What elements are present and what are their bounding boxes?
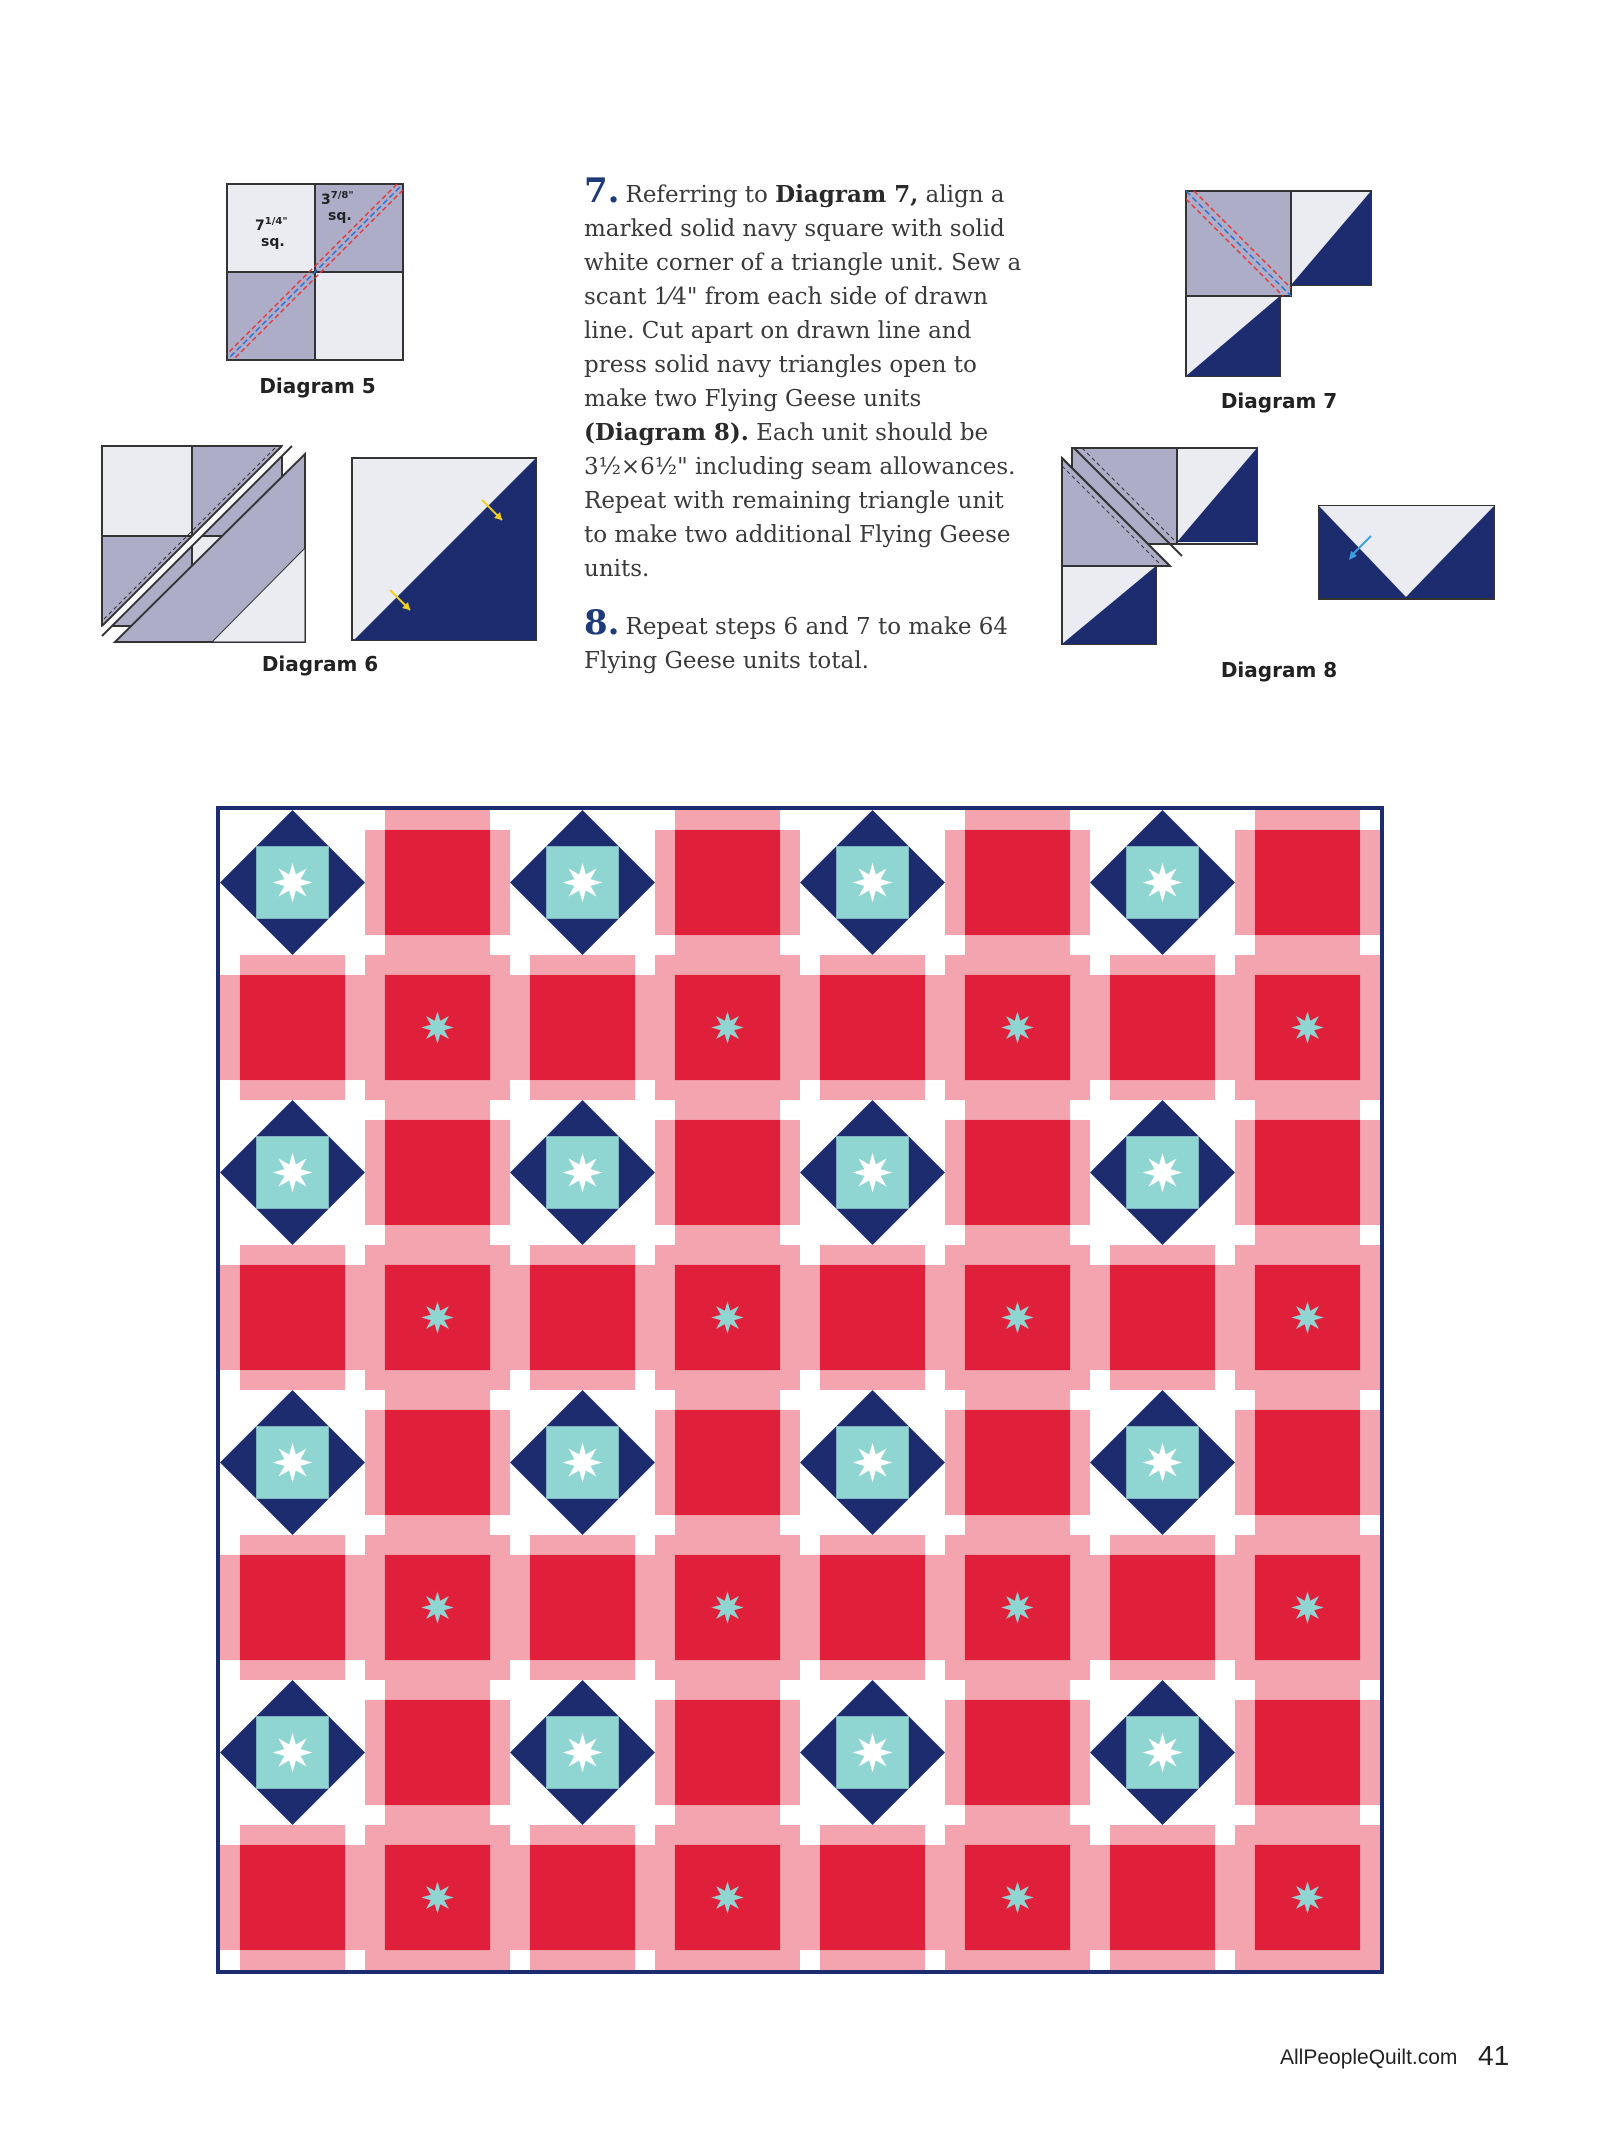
small-aqua-star	[1291, 1301, 1324, 1334]
gingham-block	[655, 1390, 800, 1535]
gingham-block	[510, 1825, 655, 1970]
diagram-7	[1184, 189, 1374, 379]
gingham-block	[220, 1245, 365, 1390]
gingham-block	[365, 810, 510, 955]
gingham-block	[1090, 1535, 1235, 1680]
quilt-photo	[216, 806, 1384, 1974]
label-sq-b: sq.	[328, 208, 352, 224]
gingham-block	[945, 810, 1090, 955]
small-aqua-star	[421, 1591, 454, 1624]
small-white-star	[563, 1153, 603, 1193]
label-7-1-4: $7^{1/4"}$	[255, 216, 288, 234]
diagram-6-left	[100, 444, 310, 646]
gingham-block	[800, 1245, 945, 1390]
gingham-block	[1090, 955, 1235, 1100]
small-aqua-star	[1291, 1591, 1324, 1624]
gingham-block	[365, 1390, 510, 1535]
diagram-8-right	[1317, 504, 1497, 602]
small-aqua-star	[421, 1011, 454, 1044]
gingham-block	[945, 1100, 1090, 1245]
gingham-block	[365, 1680, 510, 1825]
gingham-block	[220, 1825, 365, 1970]
gingham-block	[655, 810, 800, 955]
label-sq-a: sq.	[261, 234, 285, 250]
small-aqua-star	[711, 1591, 744, 1624]
gingham-block	[510, 1245, 655, 1390]
small-white-star	[853, 1443, 893, 1483]
diagram-6-right	[350, 456, 540, 644]
gingham-block	[510, 955, 655, 1100]
small-white-star	[273, 1443, 313, 1483]
footer-url: AllPeopleQuilt.com	[1280, 2046, 1458, 2069]
small-aqua-star	[1001, 1591, 1034, 1624]
gingham-block	[220, 955, 365, 1100]
gingham-block	[800, 1535, 945, 1680]
small-white-star	[273, 1733, 313, 1773]
diagram-8-left	[1060, 446, 1260, 646]
gingham-block	[655, 1100, 800, 1245]
diagram-8-caption: Diagram 8	[1220, 658, 1338, 682]
gingham-block	[1235, 1390, 1380, 1535]
gingham-block	[1235, 1680, 1380, 1825]
gingham-block	[945, 1390, 1090, 1535]
gingham-block	[1235, 1100, 1380, 1245]
small-aqua-star	[711, 1881, 744, 1914]
small-white-star	[1143, 1733, 1183, 1773]
gingham-block	[945, 1680, 1090, 1825]
diagram-7-caption: Diagram 7	[1220, 389, 1338, 413]
gingham-block	[655, 1680, 800, 1825]
small-aqua-star	[1001, 1881, 1034, 1914]
small-white-star	[563, 1443, 603, 1483]
instructions	[584, 171, 1024, 690]
small-aqua-star	[421, 1881, 454, 1914]
small-white-star	[273, 1153, 313, 1193]
gingham-block	[1235, 810, 1380, 955]
page-number: 41	[1478, 2040, 1510, 2071]
gingham-block	[220, 1535, 365, 1680]
diagram-6-caption: Diagram 6	[261, 652, 379, 676]
gingham-block	[1090, 1825, 1235, 1970]
small-white-star	[1143, 1153, 1183, 1193]
gingham-block	[800, 955, 945, 1100]
label-3-7-8: $3^{7/8"}$	[321, 190, 354, 208]
step-7: 7. Referring to Diagram 7, align a marked solid navy square with solid white corner of a triangle unit. Sew a scant 1⁄4" from each side of drawn line. Cut apart on drawn line and press solid navy triangles open to make two Flying Geese units (Diagram 8). Each unit should be 3¹⁄₂×6¹⁄₂" including seam allowances. Repeat with remaining triangle unit to make two additional Flying Geese units.	[584, 171, 1022, 582]
gingham-block	[1090, 1245, 1235, 1390]
small-white-star	[563, 863, 603, 903]
small-aqua-star	[1001, 1301, 1034, 1334]
small-white-star	[853, 1733, 893, 1773]
small-white-star	[1143, 863, 1183, 903]
small-white-star	[563, 1733, 603, 1773]
small-white-star	[853, 1153, 893, 1193]
small-aqua-star	[711, 1301, 744, 1334]
small-aqua-star	[1001, 1011, 1034, 1044]
small-white-star	[853, 863, 893, 903]
small-aqua-star	[421, 1301, 454, 1334]
gingham-block	[800, 1825, 945, 1970]
small-aqua-star	[711, 1011, 744, 1044]
small-aqua-star	[1291, 1881, 1324, 1914]
gingham-block	[365, 1100, 510, 1245]
step-8: 8. Repeat steps 6 and 7 to make 64 Flying Geese units total.	[584, 603, 1009, 674]
diagram-5	[225, 182, 410, 367]
small-aqua-star	[1291, 1011, 1324, 1044]
gingham-block	[510, 1535, 655, 1680]
small-white-star	[273, 863, 313, 903]
diagram-5-caption: Diagram 5	[259, 374, 376, 398]
small-white-star	[1143, 1443, 1183, 1483]
